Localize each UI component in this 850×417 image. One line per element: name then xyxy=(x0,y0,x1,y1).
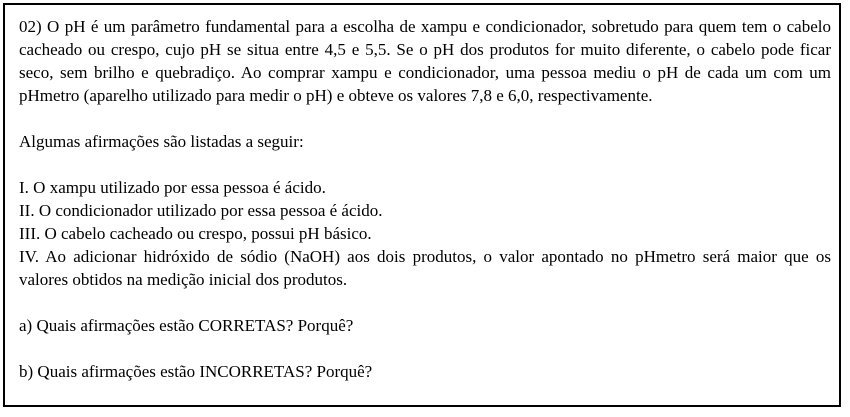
statement-iv: IV. Ao adicionar hidróxido de sódio (NaOH) aos dois produtos, o valor apontado no pHmetro será maior que os valores obtidos na medição inicial dos produtos. xyxy=(19,247,831,289)
question-content xyxy=(19,15,831,383)
statement-i: I. O xampu utilizado por essa pessoa é ácido. xyxy=(19,178,326,197)
statement-iii: III. O cabelo cacheado ou crespo, possui pH básico. xyxy=(19,224,372,243)
question-box xyxy=(3,3,841,407)
statement-ii: II. O condicionador utilizado por essa pessoa é ácido. xyxy=(19,201,383,220)
spacer xyxy=(19,291,831,314)
spacer xyxy=(19,153,831,176)
item-b: b) Quais afirmações estão INCORRETAS? Porquê? xyxy=(19,362,373,381)
item-a: a) Quais afirmações estão CORRETAS? Porquê? xyxy=(19,316,354,335)
spacer xyxy=(19,107,831,130)
statements-lead: Algumas afirmações são listadas a seguir: xyxy=(19,132,304,151)
spacer xyxy=(19,337,831,360)
question-intro: 02) O pH é um parâmetro fundamental para a escolha de xampu e condicionador, sobretudo para quem tem o cabelo cacheado ou crespo, cujo pH se situa entre 4,5 e 5,5. Se o pH dos produtos for muito diferente, o cabelo pode ficar seco, sem brilho e quebradiço. Ao comprar xampu e condicionador, uma pessoa mediu o pH de cada um com um pHmetro (aparelho utilizado para medir o pH) e obteve os valores 7,8 e 6,0, respectivamente. xyxy=(19,17,831,105)
